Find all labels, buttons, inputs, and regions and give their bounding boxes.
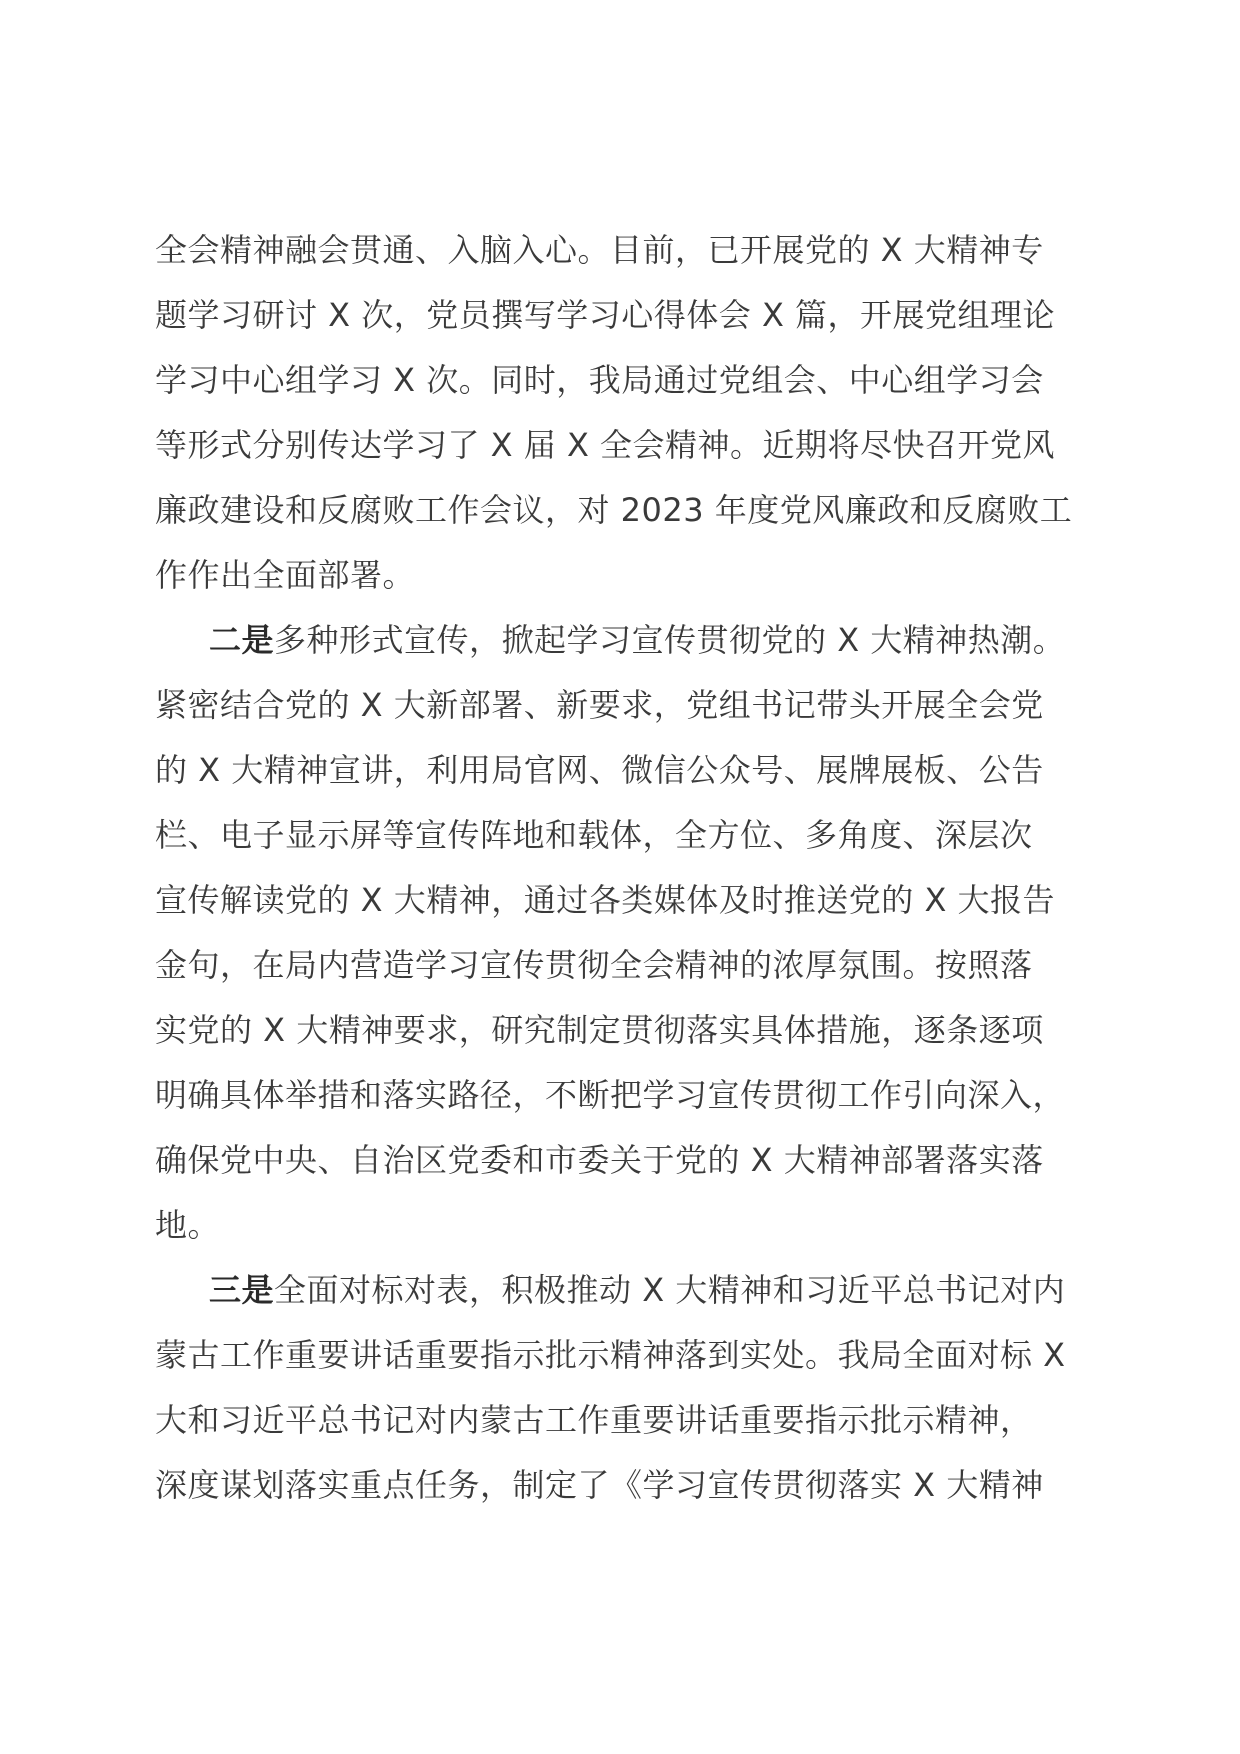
text-line: 全会精神融会贯通、入脑入心。目前，已开展党的 X 大精神专 [155,231,1044,269]
text-line: 作作出全面部署。 [155,556,416,594]
text-line: 实党的 X 大精神要求，研究制定贯彻落实具体措施，逐条逐项 [155,1011,1044,1049]
document-body [155,218,1100,1518]
text-line: 栏、电子显示屏等宣传阵地和载体，全方位、多角度、深层次 [155,816,1033,854]
paragraph-first-line [155,608,1100,673]
paragraph-lead-label: 二是 [209,621,275,659]
text-line: 廉政建设和反腐败工作会议，对 2023 年度党风廉政和反腐败工 [155,491,1073,529]
paragraph-1 [155,218,1100,608]
text-line: 深度谋划落实重点任务，制定了《学习宣传贯彻落实 X 大精神 [155,1466,1044,1504]
text-line: 地。 [155,1206,221,1244]
text-line: 学习中心组学习 X 次。同时，我局通过党组会、中心组学习会 [155,361,1044,399]
text-line: 确保党中央、自治区党委和市委关于党的 X 大精神部署落实落 [155,1141,1044,1179]
paragraph-2 [155,608,1100,1258]
text-line: 明确具体举措和落实路径，不断把学习宣传贯彻工作引向深入， [155,1076,1066,1114]
text-line: 题学习研讨 X 次，党员撰写学习心得体会 X 篇，开展党组理论 [155,296,1056,334]
text-line: 等形式分别传达学习了 X 届 X 全会精神。近期将尽快召开党风 [155,426,1056,464]
text-line: 的 X 大精神宣讲，利用局官网、微信公众号、展牌展板、公告 [155,751,1044,789]
paragraph-lead-text: 全面对标对表，积极推动 X 大精神和习近平总书记对内 [274,1271,1066,1309]
text-line: 大和习近平总书记对内蒙古工作重要讲话重要指示批示精神， [155,1401,1033,1439]
paragraph-lead-text: 多种形式宣传，掀起学习宣传贯彻党的 X 大精神热潮。 [274,621,1066,659]
paragraph-lead-label: 三是 [209,1271,275,1309]
text-line: 蒙古工作重要讲话重要指示批示精神落到实处。我局全面对标 X [155,1336,1066,1374]
text-line: 紧密结合党的 X 大新部署、新要求，党组书记带头开展全会党 [155,686,1044,724]
text-line: 宣传解读党的 X 大精神，通过各类媒体及时推送党的 X 大报告 [155,881,1056,919]
paragraph-first-line [155,1258,1100,1323]
paragraph-3 [155,1258,1100,1518]
text-line: 金句，在局内营造学习宣传贯彻全会精神的浓厚氛围。按照落 [155,946,1033,984]
